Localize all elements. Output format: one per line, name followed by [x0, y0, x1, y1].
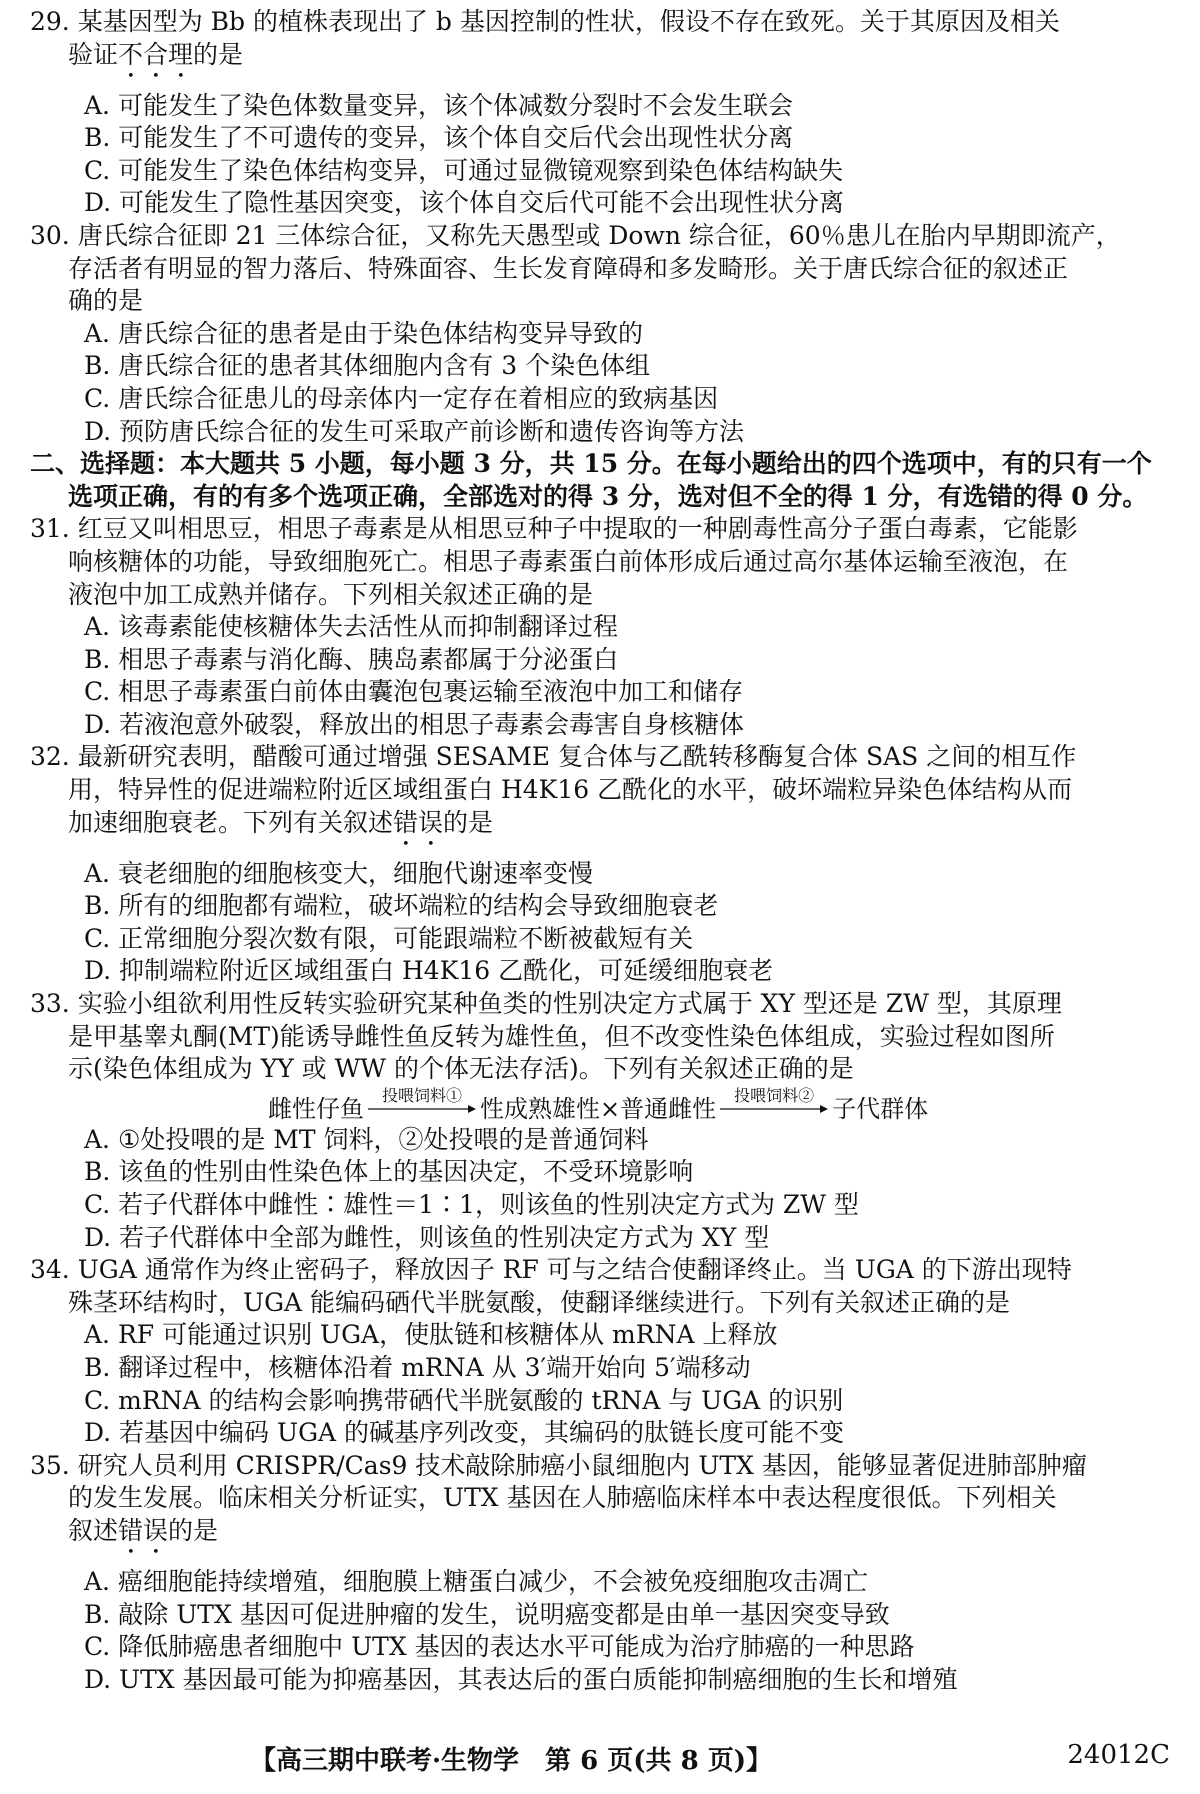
question-stem: 35. 研究人员利用 CRISPR/Cas9 技术敲除肺癌小鼠细胞内 UTX 基因，能够显著促进肺部肿瘤	[30, 1450, 1087, 1480]
question-35	[30, 1450, 1180, 1697]
option-c: C. 若子代群体中雌性∶雄性＝1∶1，则该鱼的性别决定方式为 ZW 型	[84, 1190, 859, 1219]
question-stem: 是甲基睾丸酮(MT)能诱导雌性鱼反转为雄性鱼，但不改变性染色体组成，实验过程如图所	[68, 1021, 1055, 1051]
question-stem: 31. 红豆又叫相思豆，相思子毒素是从相思豆种子中提取的一种剧毒性高分子蛋白毒素，它能影	[30, 514, 1078, 544]
question-stem: 存活者有明显的智力落后、特殊面容、生长发育障碍和多发畸形。关于唐氏综合征的叙述正	[68, 253, 1069, 283]
option-b: B. 敲除 UTX 基因可促进肿瘤的发生，说明癌变都是由单一基因突变导致	[84, 1599, 890, 1629]
flow-arrow-label: 投喂饲料①	[381, 1085, 462, 1105]
option-c: C. 降低肺癌患者细胞中 UTX 基因的表达水平可能成为治疗肺癌的一种思路	[84, 1632, 915, 1662]
question-stem: 示(染色体组成为 YY 或 WW 的个体无法存活)。下列有关叙述正确的是	[68, 1054, 854, 1084]
option-a: A. 该毒素能使核糖体失去活性从而抑制翻译过程	[84, 612, 618, 642]
question-stem: 的发生发展。临床相关分析证实，UTX 基因在人肺癌临床样本中表达程度很低。下列相关	[68, 1483, 1057, 1513]
option-c: C. 可能发生了染色体结构变异，可通过显微镜观察到染色体结构缺失	[84, 155, 844, 185]
question-stem: 32. 最新研究表明，醋酸可通过增强 SESAME 复合体与乙酰转移酶复合体 SAS 之间的相互作	[30, 742, 1077, 772]
section-instruction: 选项正确，有的有多个选项正确，全部选对的得 3 分，选对但不全的得 1 分，有选错的得 0 分。	[68, 481, 1148, 511]
question-stem: 响核糖体的功能，导致细胞死亡。相思子毒素蛋白前体形成后通过高尔基体运输至液泡，在	[68, 546, 1069, 576]
flow-arrow-1	[368, 1085, 476, 1114]
question-stem: 确的是	[68, 286, 144, 316]
option-b: B. 唐氏综合征的患者其体细胞内含有 3 个染色体组	[84, 351, 651, 381]
footer-title: 【高三期中联考·生物学 第 6 页(共 8 页)】	[250, 1746, 773, 1776]
question-stem: 用，特异性的促进端粒附近区域组蛋白 H4K16 乙酰化的水平，破坏端粒异染色体结构从而	[68, 775, 1073, 805]
question-34	[30, 1254, 1180, 1450]
arrow-icon	[720, 1104, 828, 1114]
flow-arrow-2	[720, 1085, 828, 1114]
emphasized-text: 错误	[393, 807, 444, 837]
stem-text: 的是	[193, 39, 244, 69]
question-stem: 液泡中加工成熟并储存。下列相关叙述正确的是	[68, 579, 594, 609]
question-32	[30, 741, 1180, 988]
section-instruction: 二、选择题：本大题共 5 小题，每小题 3 分，共 15 分。在每小题给出的四个选项中，有的只有一个	[30, 449, 1152, 479]
stem-text: 加速细胞衰老。下列有关叙述	[68, 807, 394, 837]
option-c: C. 相思子毒素蛋白前体由囊泡包裹运输至液泡中加工和储存	[84, 677, 744, 707]
option-a: A. 癌细胞能持续增殖，细胞膜上糖蛋白减少，不会被免疫细胞攻击凋亡	[84, 1566, 868, 1596]
option-a: A. 衰老细胞的细胞核变大，细胞代谢速率变慢	[84, 858, 593, 888]
page-footer	[0, 1740, 1200, 1780]
question-stem	[30, 39, 1180, 84]
option-b: B. 相思子毒素与消化酶、胰岛素都属于分泌蛋白	[84, 644, 619, 674]
option-c: C. 正常细胞分裂次数有限，可能跟端粒不断被截短有关	[84, 923, 694, 953]
stem-text: 叙述	[68, 1515, 119, 1545]
emphasized-text: 不合理	[118, 39, 194, 69]
question-stem: 29. 某基因型为 Bb 的植株表现出了 b 基因控制的性状，假设不存在致死。关于其原因及相关	[30, 7, 1060, 36]
section-heading	[30, 448, 1180, 513]
question-stem: 30. 唐氏综合征即 21 三体综合征，又称先天愚型或 Down 综合征，60％患儿在胎内早期即流产，	[30, 220, 1121, 250]
option-d: D. 若基因中编码 UGA 的碱基序列改变，其编码的肽链长度可能不变	[84, 1418, 845, 1448]
option-b: B. 可能发生了不可遗传的变异，该个体自交后代会出现性状分离	[84, 123, 794, 153]
option-a: A. RF 可能通过识别 UGA，使肽链和核糖体从 mRNA 上释放	[84, 1320, 778, 1350]
flow-arrow-label: 投喂饲料②	[734, 1085, 815, 1105]
option-a: A. ①处投喂的是 MT 饲料，②处投喂的是普通饲料	[84, 1124, 649, 1154]
question-33	[30, 988, 1180, 1254]
arrow-icon	[368, 1104, 476, 1114]
flow-middle: 性成熟雄性×普通雌性	[480, 1094, 717, 1123]
question-stem: 33. 实验小组欲利用性反转实验研究某种鱼类的性别决定方式属于 XY 型还是 ZW 型，其原理	[30, 989, 1062, 1019]
option-a: A. 可能发生了染色体数量变异，该个体减数分裂时不会发生联会	[84, 90, 793, 120]
stem-text: 的是	[443, 807, 494, 837]
question-30	[30, 220, 1180, 448]
option-d: D. 若子代群体中全部为雌性，则该鱼的性别决定方式为 XY 型	[84, 1222, 770, 1252]
question-stem: 殊茎环结构时，UGA 能编码硒代半胱氨酸，使翻译继续进行。下列有关叙述正确的是	[68, 1287, 1011, 1317]
experiment-flow-diagram	[268, 1086, 1180, 1124]
option-c: C. 唐氏综合征患儿的母亲体内一定存在着相应的致病基因	[84, 383, 719, 413]
emphasized-text: 错误	[118, 1515, 169, 1545]
stem-text: 的是	[168, 1515, 219, 1545]
question-31	[30, 513, 1180, 741]
option-d: D. 抑制端粒附近区域组蛋白 H4K16 乙酰化，可延缓细胞衰老	[84, 956, 774, 986]
option-a: A. 唐氏综合征的患者是由于染色体结构变异导致的	[84, 318, 643, 348]
flow-end: 子代群体	[832, 1094, 929, 1123]
option-d: D. UTX 基因最可能为抑癌基因，其表达后的蛋白质能抑制癌细胞的生长和增殖	[84, 1664, 958, 1694]
page-content	[30, 6, 1180, 1696]
option-b: B. 该鱼的性别由性染色体上的基因决定，不受环境影响	[84, 1157, 694, 1187]
question-stem	[30, 807, 1180, 852]
question-stem: 34. UGA 通常作为终止密码子，释放因子 RF 可与之结合使翻译终止。当 UGA 的下游出现特	[30, 1255, 1072, 1285]
question-stem	[30, 1515, 1180, 1560]
footer-code: 24012C	[1067, 1740, 1170, 1770]
option-d: D. 预防唐氏综合征的发生可采取产前诊断和遗传咨询等方法	[84, 416, 745, 446]
flow-start: 雌性仔鱼	[268, 1094, 364, 1123]
option-c: C. mRNA 的结构会影响携带硒代半胱氨酸的 tRNA 与 UGA 的识别	[84, 1385, 844, 1415]
option-b: B. 翻译过程中，核糖体沿着 mRNA 从 3′端开始向 5′端移动	[84, 1352, 751, 1382]
option-d: D. 可能发生了隐性基因突变，该个体自交后代可能不会出现性状分离	[84, 188, 845, 218]
stem-text: 验证	[68, 39, 119, 69]
question-29	[30, 6, 1180, 220]
option-b: B. 所有的细胞都有端粒，破坏端粒的结构会导致细胞衰老	[84, 891, 719, 921]
option-d: D. 若液泡意外破裂，释放出的相思子毒素会毒害自身核糖体	[84, 709, 745, 739]
